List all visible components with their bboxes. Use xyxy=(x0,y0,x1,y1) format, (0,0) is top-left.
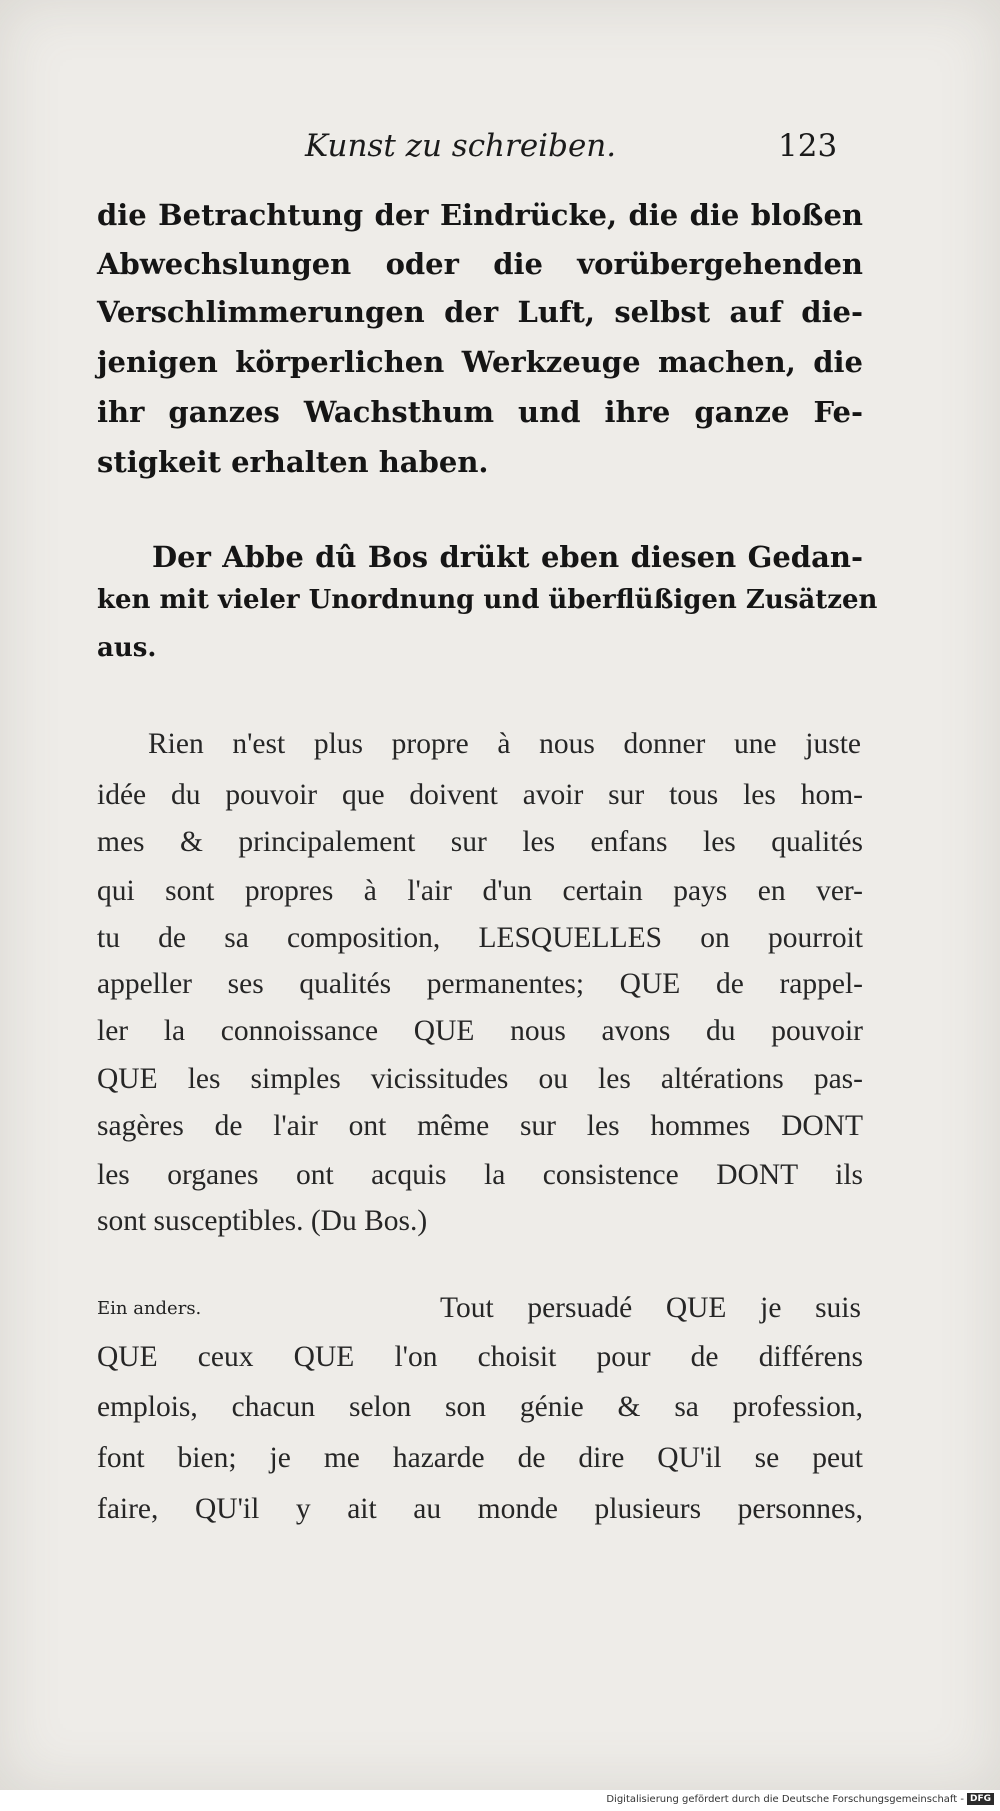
text-line: ler la connoissance QUE nous avons du pouvoir xyxy=(97,1015,863,1047)
text-line: jenigen körperlichen Werkzeuge machen, die xyxy=(97,345,863,379)
text-line: mes & principalement sur les enfans les qualités xyxy=(97,826,863,858)
text-line: sagères de l'air ont même sur les hommes DONT xyxy=(97,1110,863,1142)
page-number: 123 xyxy=(778,128,838,164)
text-line: font bien; je me hazarde de dire QU'il se peut xyxy=(97,1442,863,1474)
text-line: stigkeit erhalten haben. xyxy=(97,445,489,479)
text-line: Abwechslungen oder die vorübergehenden xyxy=(97,247,863,281)
text-line: aus. xyxy=(97,633,157,663)
text-line: die Betrachtung der Eindrücke, die die bloßen xyxy=(97,198,863,232)
running-title: Kunst zu schreiben. xyxy=(305,128,617,164)
dfg-logo: DFG xyxy=(967,1793,994,1805)
text-line: faire, QU'il y ait au monde plusieurs personnes, xyxy=(97,1493,863,1525)
footer-text: Digitalisierung gefördert durch die Deutsche Forschungsgemeinschaft - xyxy=(606,1794,964,1805)
text-line: QUE ceux QUE l'on choisit pour de différens xyxy=(97,1341,863,1373)
text-line: qui sont propres à l'air d'un certain pays en ver- xyxy=(97,875,863,907)
text-line: Tout persuadé QUE je suis xyxy=(440,1292,861,1324)
digitization-footer xyxy=(0,1790,1000,1811)
text-line: QUE les simples vicissitudes ou les altérations pas- xyxy=(97,1063,863,1095)
text-line: emplois, chacun selon son génie & sa profession, xyxy=(97,1391,863,1423)
text-line: Rien n'est plus propre à nous donner une juste xyxy=(148,728,861,760)
text-line: les organes ont acquis la consistence DONT ils xyxy=(97,1159,863,1191)
text-line: appeller ses qualités permanentes; QUE de rappel- xyxy=(97,968,863,1000)
text-line: Der Abbe dû Bos drükt eben diesen Gedan- xyxy=(152,540,863,574)
marginal-note: Ein anders. xyxy=(97,1298,202,1319)
text-line: idée du pouvoir que doivent avoir sur tous les hom- xyxy=(97,779,863,811)
text-line: sont susceptibles. (Du Bos.) xyxy=(97,1205,428,1237)
text-line: ihr ganzes Wachsthum und ihre ganze Fe- xyxy=(97,395,863,429)
text-line: Verschlimmerungen der Luft, selbst auf die- xyxy=(97,295,863,329)
text-line: tu de sa composition, LESQUELLES on pourroit xyxy=(97,922,863,954)
text-line: ken mit vieler Unordnung und überflüßigen Zusätzen xyxy=(97,585,878,615)
page-header xyxy=(0,128,1000,168)
